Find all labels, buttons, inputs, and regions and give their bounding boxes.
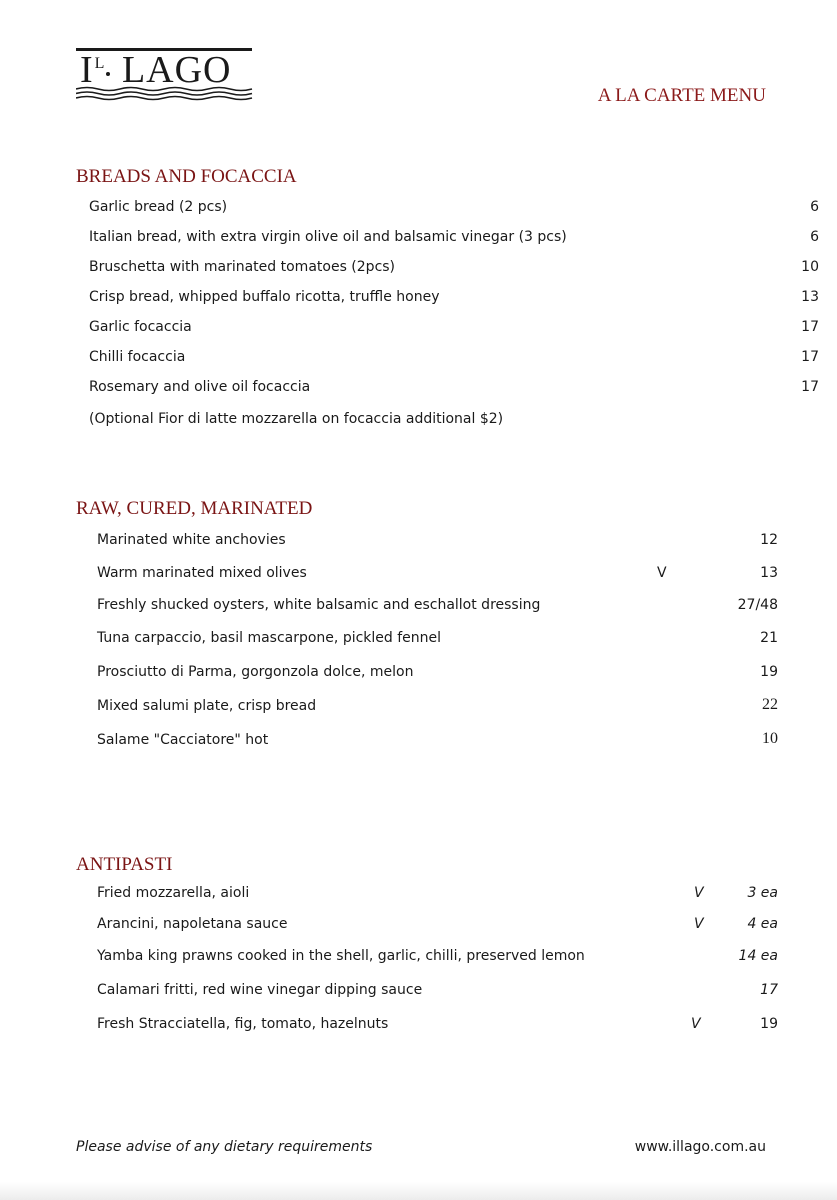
item-name: Crisp bread, whipped buffalo ricotta, truffle honey <box>89 289 440 305</box>
item-name: Garlic bread (2 pcs) <box>89 199 228 215</box>
vegetarian-badge: V <box>694 916 704 932</box>
item-name: Garlic focaccia <box>89 319 192 335</box>
item-price: 4 ea <box>747 916 778 932</box>
page-bottom-edge <box>0 1182 837 1200</box>
vegetarian-badge: V <box>691 1016 701 1032</box>
item-price: 17 <box>760 982 778 998</box>
logo-wordmark: $I^L$ LAGO <box>80 49 232 91</box>
item-price: 21 <box>760 630 778 646</box>
item-price: 12 <box>760 532 778 548</box>
item-price: 14 ea <box>738 948 778 964</box>
item-price: 27/48 <box>737 597 778 613</box>
section-title-raw-cured-marinated: RAW, CURED, MARINATED <box>76 498 313 519</box>
item-price: 17 <box>801 319 819 335</box>
item-price: 17 <box>801 349 819 365</box>
item-name: Warm marinated mixed olives <box>97 565 307 581</box>
vegetarian-badge: V <box>657 565 667 581</box>
item-price: 13 <box>801 289 819 305</box>
vegetarian-badge: V <box>694 885 704 901</box>
section-title-antipasti: ANTIPASTI <box>76 854 173 875</box>
item-name: Rosemary and olive oil focaccia <box>89 379 311 395</box>
item-price: 13 <box>760 565 778 581</box>
item-price: 22 <box>762 696 778 713</box>
item-price: 19 <box>760 1016 778 1032</box>
section-title-breads: BREADS AND FOCACCIA <box>76 166 297 187</box>
item-name: Freshly shucked oysters, white balsamic and eschallot dressing <box>97 597 541 613</box>
item-name: Chilli focaccia <box>89 349 186 365</box>
item-price: 17 <box>801 379 819 395</box>
item-name: Fresh Stracciatella, fig, tomato, hazelnuts <box>97 1016 389 1032</box>
item-name: Prosciutto di Parma, gorgonzola dolce, melon <box>97 664 414 680</box>
item-name: Calamari fritti, red wine vinegar dipping sauce <box>97 982 423 998</box>
item-name: Arancini, napoletana sauce <box>97 916 288 932</box>
item-name: Yamba king prawns cooked in the shell, garlic, chilli, preserved lemon <box>97 948 585 964</box>
dietary-note: Please advise of any dietary requirements <box>76 1139 373 1155</box>
item-price: 3 ea <box>747 885 778 901</box>
menu-title: A LA CARTE MENU <box>597 85 766 106</box>
item-name: Marinated white anchovies <box>97 532 286 548</box>
il-lago-logo <box>76 48 254 104</box>
item-name: Bruschetta with marinated tomatoes (2pcs) <box>89 259 396 275</box>
item-price: 6 <box>810 229 819 245</box>
item-price: 6 <box>810 199 819 215</box>
item-price: 19 <box>760 664 778 680</box>
logo-waves-icon <box>76 86 254 102</box>
item-name: Fried mozzarella, aioli <box>97 885 250 901</box>
item-name: Italian bread, with extra virgin olive oil and balsamic vinegar (3 pcs) <box>89 229 567 245</box>
website-url: www.illago.com.au <box>634 1139 766 1155</box>
item-name: Tuna carpaccio, basil mascarpone, pickled fennel <box>97 630 442 646</box>
item-name: Mixed salumi plate, crisp bread <box>97 698 317 714</box>
item-name: Salame "Cacciatore" hot <box>97 732 269 748</box>
item-price: 10 <box>801 259 819 275</box>
item-name: (Optional Fior di latte mozzarella on focaccia additional $2) <box>89 411 504 427</box>
item-price: 10 <box>762 730 778 747</box>
